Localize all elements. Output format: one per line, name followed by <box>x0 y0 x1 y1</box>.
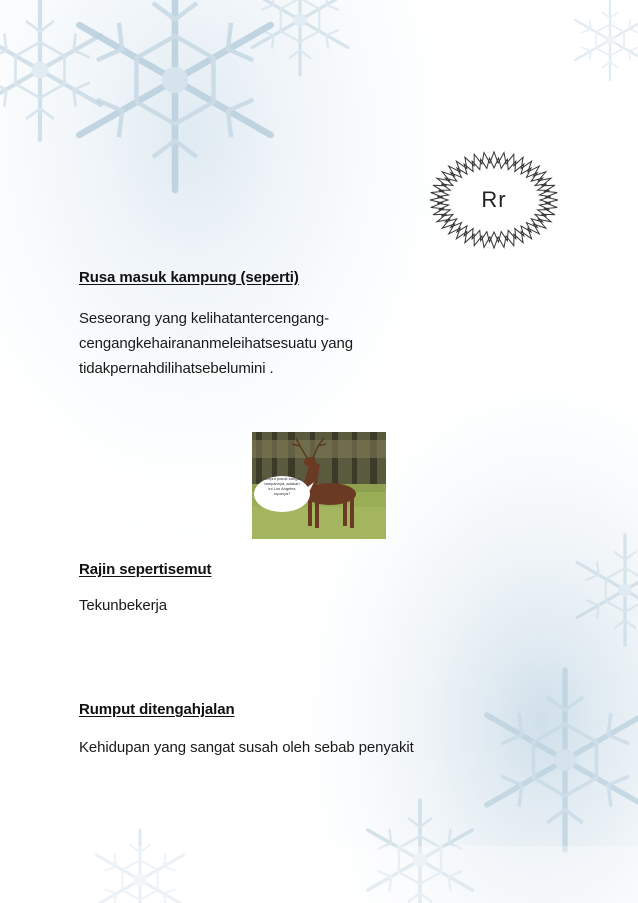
bubble-line: tampannya, adakah <box>264 481 300 486</box>
badge-letters: Rr <box>481 187 507 212</box>
bubble-line: rupanya? <box>273 491 291 496</box>
bubble-line: ini Los Angeles <box>268 486 296 491</box>
entry-definition-1 <box>79 306 353 381</box>
entry-definition-3: Kehidupan yang sangat susah oleh sebab penyakit <box>79 739 414 756</box>
bubble-line: rumput pokok sangat <box>263 476 301 481</box>
entry-term-1: Rusa masuk kampung (seperti) <box>79 269 299 286</box>
definition-line: Seseorang yang kelihatantercengang- <box>79 310 330 327</box>
speech-bubble <box>258 476 306 496</box>
entry-term-2: Rajin sepertisemut <box>79 561 212 578</box>
deer-photo <box>252 432 386 539</box>
entry-term-3: Rumput ditengahjalan <box>79 701 235 718</box>
definition-line: tidakpernahdilihatsebelumini . <box>79 360 274 377</box>
entry-definition-2: Tekunbekerja <box>79 597 168 614</box>
letter-badge <box>428 150 560 250</box>
definition-line: cengangkehairananmeleihatsesuatu yang <box>79 335 354 352</box>
